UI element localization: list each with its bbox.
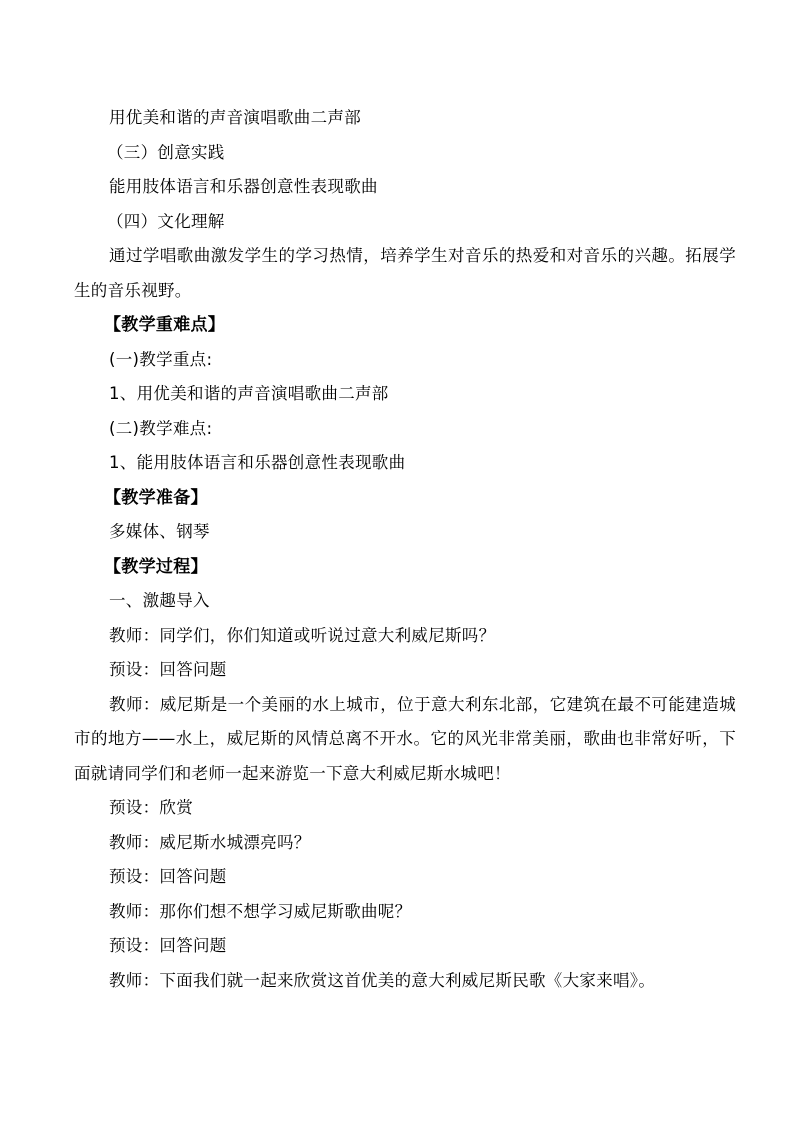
dialogue-paragraph: 教师：威尼斯是一个美丽的水上城市，位于意大利东北部，它建筑在最不可能建造城市的地方——水上，威尼斯的风情总离不开水。它的风光非常美丽，歌曲也非常好听，下面就请同学们和老师一起来游览一下意大利威尼斯水城吧！ xyxy=(74,694,736,783)
dialogue-line: 教师：威尼斯水城漂亮吗？ xyxy=(109,832,311,852)
section-heading-cultural-understanding: （四）文化理解 xyxy=(107,211,225,231)
paragraph-line: 多媒体、钢琴 xyxy=(109,522,210,541)
paragraph-line: 用优美和谐的声音演唱歌曲二声部 xyxy=(109,108,361,127)
paragraph-line: 能用肢体语言和乐器创意性表现歌曲 xyxy=(109,177,378,196)
paragraph-cultural-understanding: 通过学唱歌曲激发学生的学习热情，培养学生对音乐的热爱和对音乐的兴趣。拓展学生的音乐视野。 xyxy=(74,246,736,300)
subheading-difficulties: (二)教学难点: xyxy=(109,418,213,438)
dialogue-line: 预设：回答问题 xyxy=(109,660,227,679)
section-heading-process: 【教学过程】 xyxy=(104,556,208,577)
dialogue-line: 教师：同学们，你们知道或听说过意大利威尼斯吗？ xyxy=(109,625,496,645)
section-heading-preparation: 【教学准备】 xyxy=(104,487,208,508)
dialogue-line: 教师：那你们想不想学习威尼斯歌曲呢？ xyxy=(109,901,412,921)
dialogue-line: 教师：下面我们就一起来欣赏这首优美的意大利威尼斯民歌《大家来唱》。 xyxy=(109,970,656,990)
document-body xyxy=(74,101,736,998)
subheading-introduction: 一、激趣导入 xyxy=(109,591,210,610)
section-heading-key-difficulties: 【教学重难点】 xyxy=(104,315,226,335)
dialogue-line: 预设：欣赏 xyxy=(109,798,193,817)
dialogue-line: 预设：回答问题 xyxy=(109,936,227,955)
list-item: 1、能用肢体语言和乐器创意性表现歌曲 xyxy=(109,453,406,472)
subheading-key-points: (一)教学重点: xyxy=(109,349,213,369)
section-heading-creative-practice: （三）创意实践 xyxy=(107,142,225,162)
list-item: 1、用优美和谐的声音演唱歌曲二声部 xyxy=(109,384,389,403)
dialogue-line: 预设：回答问题 xyxy=(109,867,227,886)
